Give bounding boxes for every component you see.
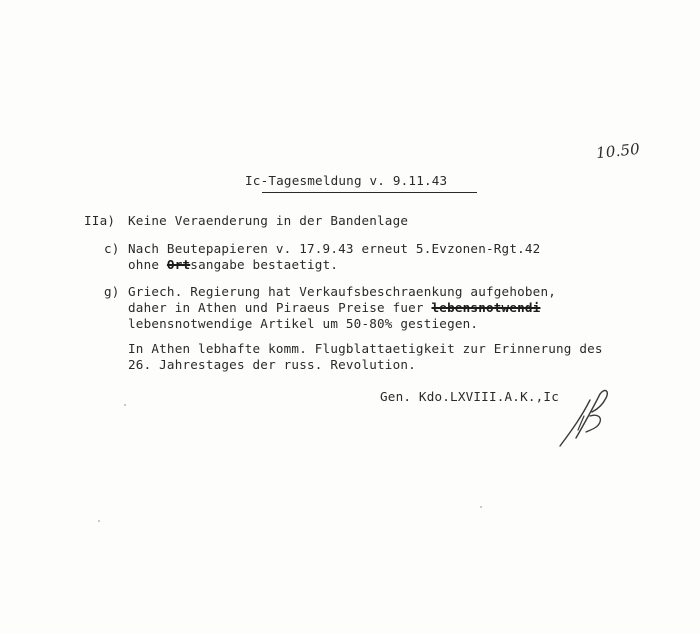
item-c-line-2-before: ohne [128,257,167,272]
handwritten-page-number: 10.50 [595,139,641,163]
item-g-line-1: Griech. Regierung hat Verkaufsbeschraenkung aufgehoben, [128,284,557,299]
paragraph-line-2: 26. Jahrestages der russ. Revolution. [128,357,416,372]
title-underline [262,192,477,193]
paper-speck [480,506,482,508]
item-c-label: c) [104,241,120,256]
paragraph-line-1: In Athen lebhafte komm. Flugblattaetigkeit zur Erinnerung des [128,341,603,356]
paper-speck [124,404,126,406]
item-g-label: g) [104,284,120,299]
item-c-line-2-after: sangabe bestaetigt. [190,257,339,272]
item-c-line-2 [128,257,338,273]
handwritten-signature [556,386,626,450]
item-c-line-1: Nach Beutepapieren v. 17.9.43 erneut 5.Evzonen-Rgt.42 [128,241,541,256]
struck-text: Ort [166,257,191,272]
section-iia-label: IIa) [84,213,116,228]
item-g-line-2-before: daher in Athen und Piraeus Preise fuer [128,300,432,315]
document-title: Ic-Tagesmeldung v. 9.11.43 [245,173,448,188]
section-iia-text: Keine Veraenderung in der Bandenlage [128,213,409,228]
struck-text: lebensnotwendi [431,300,541,315]
paper-speck [98,520,100,522]
item-g-line-3: lebensnotwendige Artikel um 50-80% gestiegen. [128,316,479,331]
sender-line: Gen. Kdo.LXVIII.A.K.,Ic [380,389,559,404]
item-g-line-2 [128,300,540,316]
